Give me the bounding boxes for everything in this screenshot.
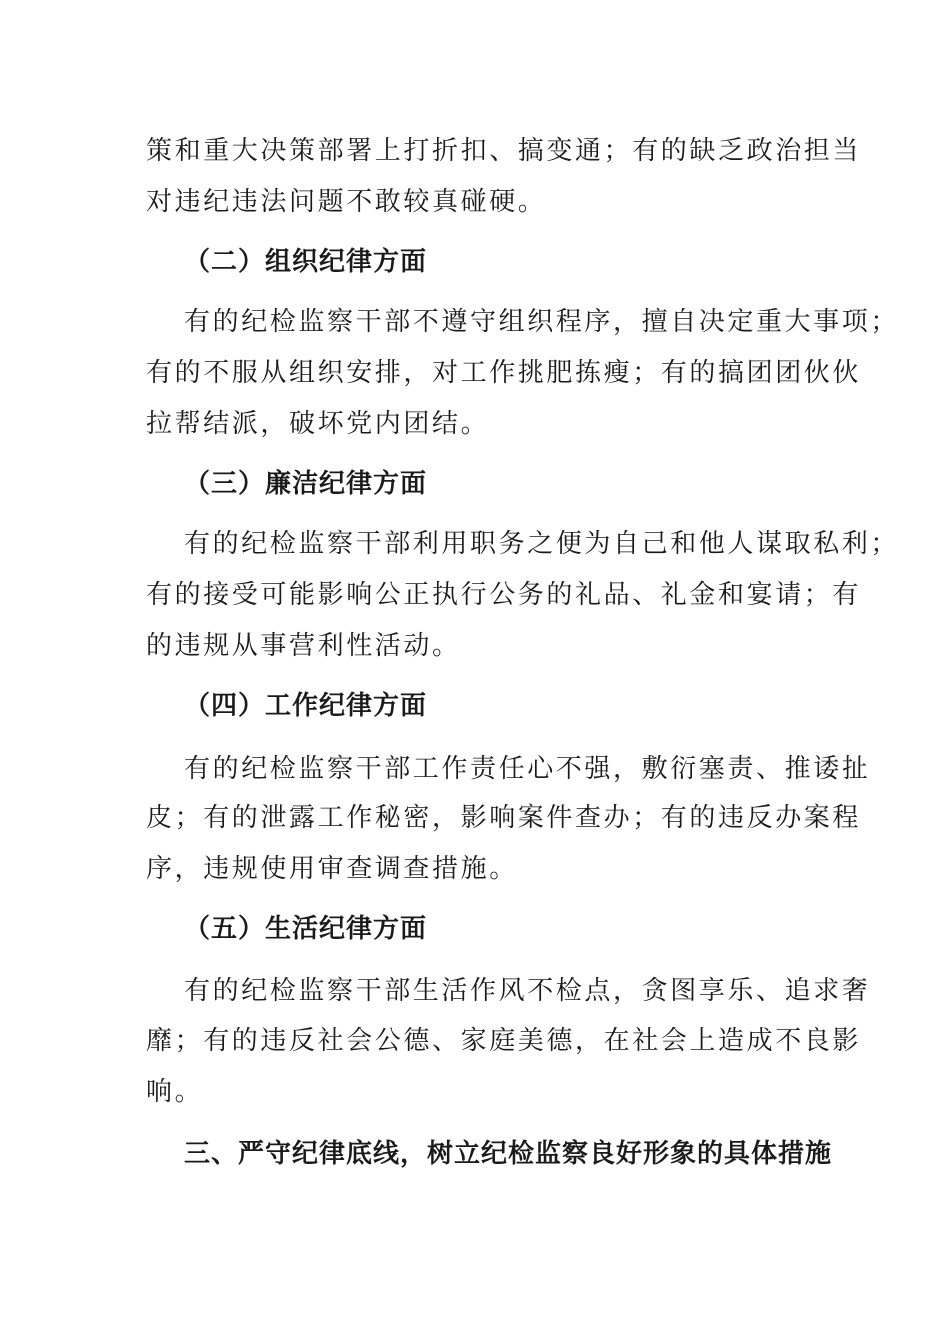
body-line: 有的接受可能影响公正执行公务的礼品、礼金和宴请；有 xyxy=(146,580,862,610)
body-line: 拉帮结派，破坏党内团结。 xyxy=(146,409,490,439)
body-line: 皮；有的泄露工作秘密，影响案件查办；有的违反办案程 xyxy=(146,803,862,833)
body-line: 响。 xyxy=(146,1077,204,1107)
body-line: 有的纪检监察干部生活作风不检点，贪图享乐、追求奢 xyxy=(184,976,871,1006)
body-line: 有的纪检监察干部利用职务之便为自己和他人谋取私利； xyxy=(184,529,900,559)
body-line: 序，违规使用审查调查措施。 xyxy=(146,854,518,884)
body-line: 有的纪检监察干部不遵守组织程序，擅自决定重大事项； xyxy=(184,307,900,337)
section-heading: （三）廉洁纪律方面 xyxy=(184,469,428,499)
body-line: 靡；有的违反社会公德、家庭美德，在社会上造成不良影 xyxy=(146,1026,862,1056)
body-line: 对违纪违法问题不敢较真碰硬。 xyxy=(146,187,547,217)
section-heading: （二）组织纪律方面 xyxy=(184,247,428,277)
body-line: 的违规从事营利性活动。 xyxy=(146,631,461,661)
body-line: 策和重大决策部署上打折扣、搞变通；有的缺乏政治担当 xyxy=(146,136,862,166)
body-line: 有的不服从组织安排，对工作挑肥拣瘦；有的搞团团伙伙 xyxy=(146,358,862,388)
chapter-heading: 三、严守纪律底线，树立纪检监察良好形象的具体措施 xyxy=(184,1139,833,1169)
section-heading: （四）工作纪律方面 xyxy=(184,691,428,721)
body-line: 有的纪检监察干部工作责任心不强，敷衍塞责、推诿扯 xyxy=(184,754,871,784)
section-heading: （五）生活纪律方面 xyxy=(184,914,428,944)
